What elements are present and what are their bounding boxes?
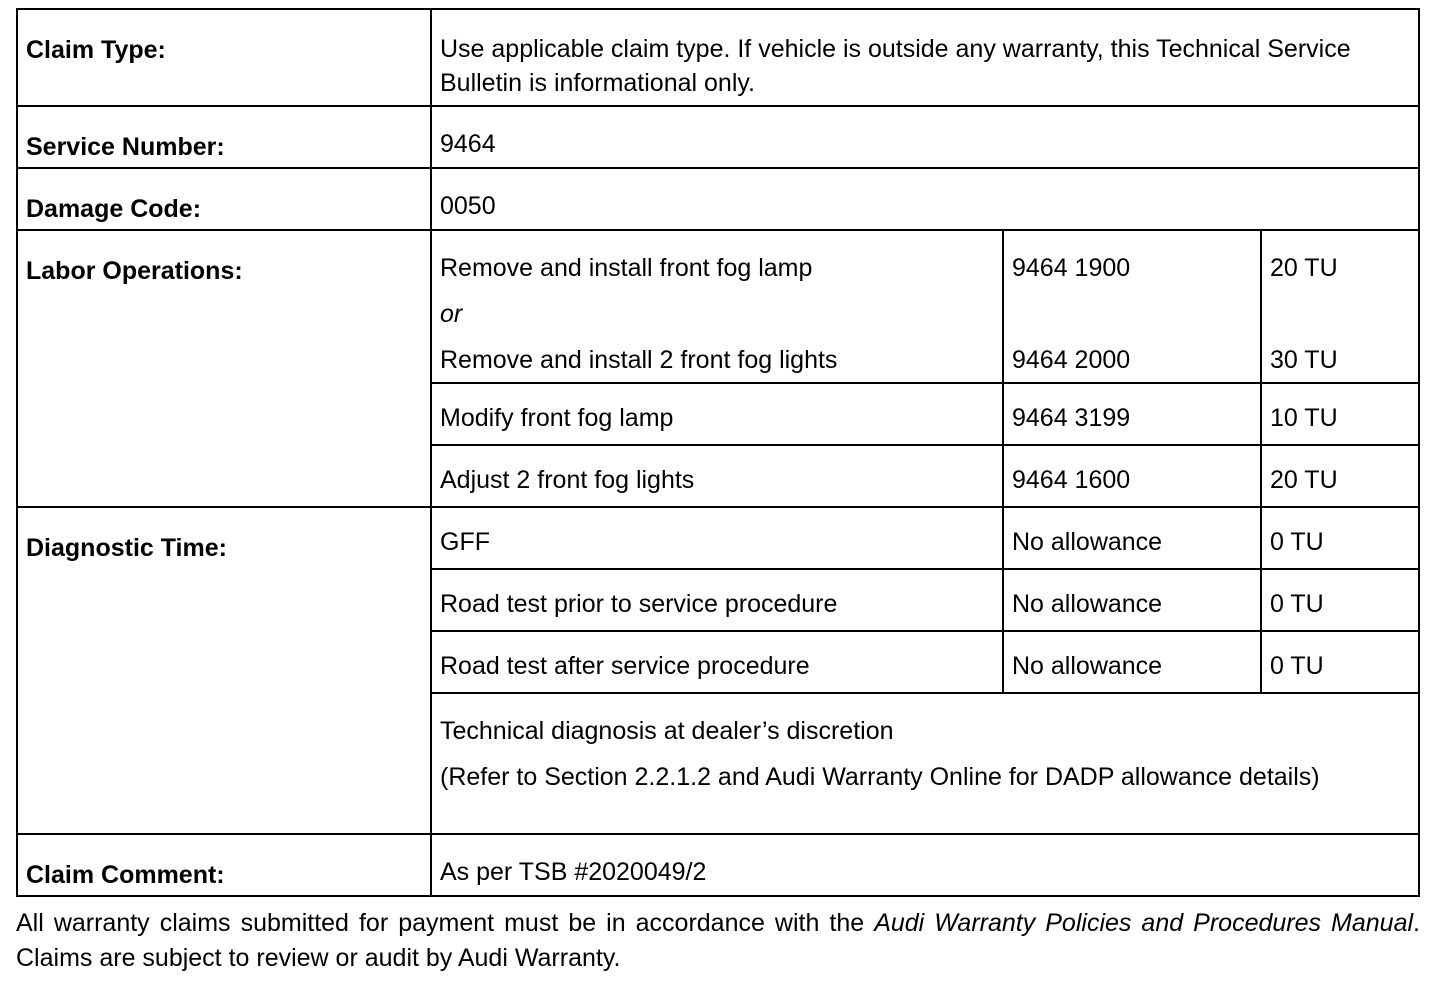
labor-op-3-code: 9464 1600 <box>1004 446 1262 508</box>
diag-item-2-desc: Road test prior to service procedure <box>432 570 1004 630</box>
labor-op-3-desc: Adjust 2 front fog lights <box>432 446 1004 508</box>
diag-item-2 <box>432 570 1418 632</box>
row-diagnostic-time <box>18 508 1418 835</box>
diag-item-2-code: No allowance <box>1004 570 1262 630</box>
diag-note-line-1: Technical diagnosis at dealer’s discretion <box>440 717 894 745</box>
diag-item-3-tu: 0 TU <box>1270 652 1324 680</box>
labor-op-1-tu-a: 20 TU <box>1270 254 1338 282</box>
labor-op-1 <box>432 231 1418 384</box>
diag-item-3-desc: Road test after service procedure <box>432 632 1004 692</box>
footer-part-1: All warranty claims submitted for payment must be in accordance with the <box>16 909 875 937</box>
diag-note-line-2: (Refer to Section 2.2.1.2 and Audi Warranty Online for DADP allowance details) <box>440 763 1320 791</box>
labor-op-1-code-a: 9464 1900 <box>1012 254 1131 282</box>
labor-op-2-desc: Modify front fog lamp <box>432 384 1004 444</box>
diag-item-1-desc: GFF <box>432 508 1004 568</box>
claim-comment-label: Claim Comment: <box>18 835 432 895</box>
labor-op-2-code: 9464 3199 <box>1004 384 1262 444</box>
labor-op-3 <box>432 446 1418 508</box>
diag-item-2-tu: 0 TU <box>1270 590 1324 618</box>
service-number-value: 9464 <box>440 130 496 158</box>
footer-part-2: . Claims are subject to review or audit by Audi Warranty. <box>16 909 1420 972</box>
diag-item-1-code: No allowance <box>1004 508 1262 568</box>
labor-op-3-tu: 20 TU <box>1270 466 1338 494</box>
labor-op-1-or: or <box>440 300 463 328</box>
warranty-claim-table <box>16 8 1420 897</box>
service-number-label: Service Number: <box>18 107 432 167</box>
labor-op-1-code-b: 9464 2000 <box>1012 346 1131 374</box>
diag-item-3 <box>432 632 1418 694</box>
row-service-number <box>18 107 1418 169</box>
footer-note <box>16 906 1420 976</box>
row-claim-comment <box>18 835 1418 895</box>
labor-op-1-tu-b: 30 TU <box>1270 346 1338 374</box>
claim-type-label: Claim Type: <box>18 10 432 105</box>
labor-op-2-tu: 10 TU <box>1270 404 1338 432</box>
row-claim-type <box>18 10 1418 107</box>
labor-op-1-desc-a: Remove and install front fog lamp <box>440 254 813 282</box>
row-labor-operations <box>18 231 1418 508</box>
row-damage-code <box>18 169 1418 231</box>
labor-op-1-desc-b: Remove and install 2 front fog lights <box>440 346 838 374</box>
diag-item-3-code: No allowance <box>1004 632 1262 692</box>
claim-comment-value: As per TSB #2020049/2 <box>440 858 707 886</box>
claim-type-value: Use applicable claim type. If vehicle is outside any warranty, this Technical Service Bulletin is informational only. <box>440 35 1351 97</box>
diag-item-1-tu: 0 TU <box>1270 528 1324 556</box>
damage-code-value: 0050 <box>440 192 496 220</box>
labor-op-2 <box>432 384 1418 446</box>
diag-item-1 <box>432 508 1418 570</box>
diag-note <box>432 694 1418 833</box>
diagnostic-time-label: Diagnostic Time: <box>18 508 432 833</box>
damage-code-label: Damage Code: <box>18 169 432 229</box>
labor-operations-label: Labor Operations: <box>18 231 432 506</box>
footer-manual-title: Audi Warranty Policies and Procedures Manual <box>874 909 1414 937</box>
